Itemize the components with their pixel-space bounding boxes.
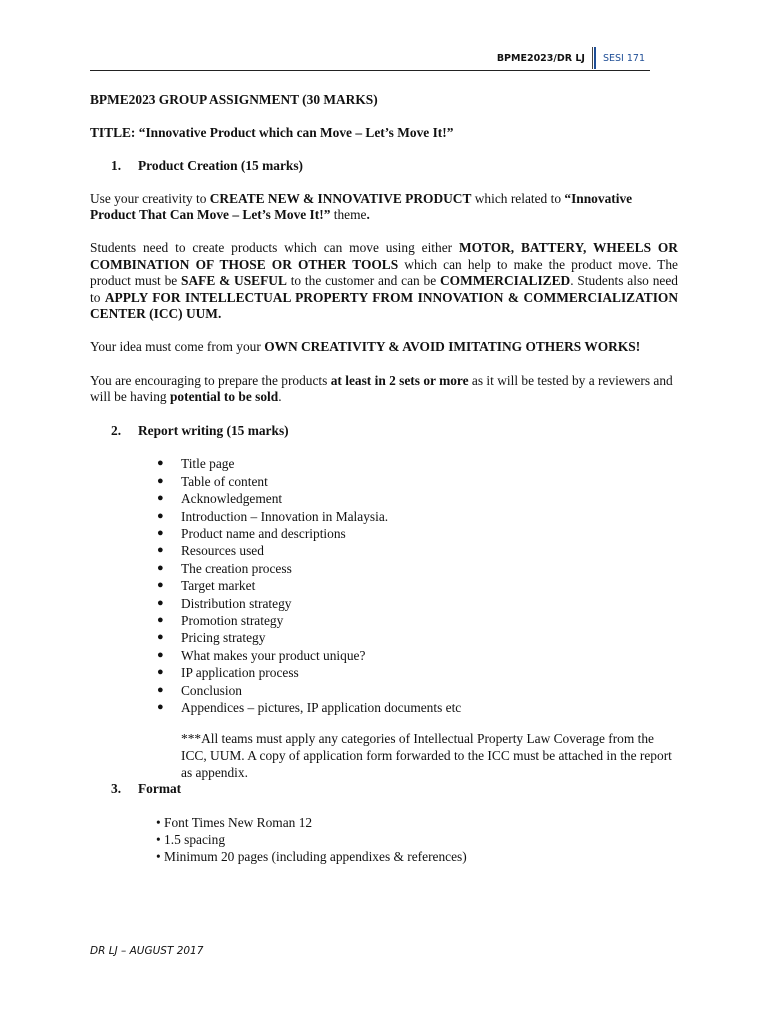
p3-emph-own: OWN CREATIVITY & AVOID IMITATING OTHERS WORKS!: [264, 338, 641, 354]
list-item: • Font Times New Roman 12: [156, 814, 313, 830]
p2-text-g: . Students also need to: [90, 273, 678, 305]
list-item: ● Promotion strategy: [157, 612, 284, 628]
p2-emph-ip: APPLY FOR INTELLECTUAL PROPERTY FROM INNOVATION & COMMERCIALIZATION CENTER (ICC) UUM.: [90, 289, 679, 322]
header-accent-divider: [594, 47, 596, 69]
section-3-number: 3.: [111, 781, 122, 797]
section-3-label: Format: [138, 781, 182, 797]
paragraph-sets: [90, 373, 678, 406]
p4-text-c: as it will be tested by a reviewers and will be having: [90, 372, 673, 405]
p1-text-e: theme: [330, 207, 367, 223]
p2-emph-safe: SAFE & USEFUL: [181, 273, 287, 289]
page-footer: DR LJ – AUGUST 2017: [90, 945, 204, 957]
p1-text-c: which related to: [471, 190, 565, 206]
paragraph-requirements: [90, 240, 678, 323]
section-1-heading: [90, 158, 678, 175]
session-label: SESI 171: [602, 52, 645, 64]
list-item: ● Resources used: [157, 543, 264, 559]
list-item: ● Conclusion: [157, 682, 243, 698]
paragraph-originality: [90, 339, 678, 356]
header-rule: [90, 70, 650, 71]
p1-emph-theme: “Innovative Product That Can Move – Let’s Move It!”: [90, 190, 633, 223]
ip-note: ***All teams must apply any categories of Intellectual Property Law Coverage from the ICC, UUM. A copy of application form forwarded to the ICC must be attached in the report as appendix.: [181, 731, 672, 780]
p4-text-a: You are encouraging to prepare the products: [90, 372, 331, 388]
section-2-label: Report writing (15 marks): [138, 422, 289, 438]
list-item: ● Introduction – Innovation in Malaysia.: [157, 508, 389, 524]
list-item: ● Pricing strategy: [157, 630, 266, 646]
course-code: BPME2023/DR LJ: [496, 52, 585, 64]
list-item: ● Appendices – pictures, IP application documents etc: [157, 700, 462, 715]
paragraph-creativity: [90, 191, 678, 224]
document-body: [90, 92, 678, 865]
p4-text-e: .: [278, 389, 282, 405]
list-item: ● Product name and descriptions: [157, 525, 346, 541]
list-item: ● The creation process: [157, 560, 292, 576]
p2-text-a: Students need to create products which can move using either: [90, 239, 459, 255]
section-3-heading: [90, 781, 678, 798]
list-item: ● Acknowledgement: [157, 491, 283, 507]
list-item: ● What makes your product unique?: [157, 647, 366, 663]
p2-emph-tools: MOTOR, BATTERY, WHEELS OR COMBINATION OF THOSE OR OTHER TOOLS: [90, 239, 678, 272]
p1-text-a: Use your creativity to: [90, 190, 210, 206]
p4-emph-sets: at least in 2 sets or more: [330, 372, 469, 388]
assignment-heading: BPME2023 GROUP ASSIGNMENT (30 MARKS): [90, 92, 378, 107]
section-1-label: Product Creation (15 marks): [138, 158, 304, 174]
p2-emph-commercialized: COMMERCIALIZED: [440, 273, 571, 289]
list-item: ● Table of content: [157, 473, 268, 489]
header-divider: [592, 47, 593, 69]
report-items-list: [90, 455, 678, 716]
p4-emph-sold: potential to be sold: [169, 389, 279, 405]
section-1-number: 1.: [111, 158, 122, 174]
list-item: • 1.5 spacing: [156, 831, 226, 847]
format-list: [90, 814, 678, 865]
list-item: ● IP application process: [157, 665, 299, 681]
list-item: ● Title page: [157, 456, 235, 472]
list-item: ● Target market: [157, 578, 256, 594]
section-2-heading: [90, 423, 678, 440]
p2-text-e: to the customer and can be: [286, 273, 440, 289]
assignment-title: TITLE: “Innovative Product which can Move – Let’s Move It!”: [90, 124, 454, 140]
p1-period: .: [366, 207, 370, 223]
list-item: • Minimum 20 pages (including appendixes & references): [156, 848, 467, 864]
p1-emph-create: CREATE NEW & INNOVATIVE PRODUCT: [209, 190, 472, 206]
p3-text-a: Your idea must come from your: [90, 338, 265, 354]
list-item: ● Distribution strategy: [157, 595, 292, 611]
section-2-number: 2.: [111, 422, 122, 438]
p2-text-c: which can help to make the product move. The product must be: [90, 256, 678, 289]
page-header: [497, 47, 645, 69]
